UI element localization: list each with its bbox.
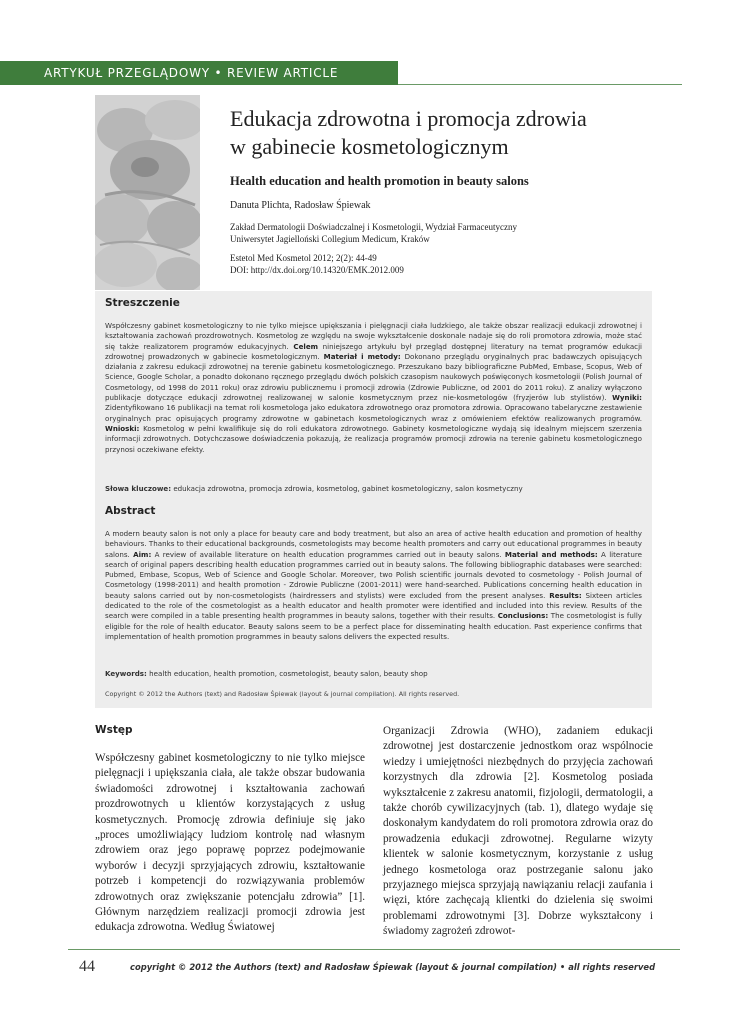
page-number: 44 <box>79 958 95 975</box>
streszczenie-intro: Współczesny gabinet kosmetologiczny to nie tylko miejsce upiększania i pielęgnacji ciała ludzkiego, ale także obszar realizacji edukacji zdrowotnej i kształtowania zachowań prozdrowotnych. Kosmetolog ze względu na swoje wykształcenie doskonale nadaje się do roli promotora zdrowia, może stać się także realizatorem programów edukacyjnych. <box>105 321 642 351</box>
slowa-kluczowe <box>105 484 642 493</box>
header-rule <box>398 84 682 85</box>
abstract-results-label: Results: <box>549 590 582 600</box>
affiliation <box>230 222 650 245</box>
footer-copyright: copyright © 2012 the Authors (text) and Radosław Śpiewak (layout & journal compilation) • all rights reserved <box>130 962 656 972</box>
article-type-banner: ARTYKUŁ PRZEGLĄDOWY • REVIEW ARTICLE <box>0 61 398 85</box>
citation <box>230 253 404 276</box>
copyright-notice: Copyright © 2012 the Authors (text) and Radosław Śpiewak (layout & journal compilation). All rights reserved. <box>105 690 460 698</box>
keywords <box>105 669 642 678</box>
affiliation-line-2: Uniwersytet Jagielloński Collegium Medicum, Kraków <box>230 233 430 244</box>
streszczenie-methods-label: Materiał i metody: <box>323 351 401 361</box>
body-column-right: Organizacji Zdrowia (WHO), zadaniem edukacji zdrowotnej jest dostarczenie jednostkom oraz wspólnocie wiedzy i umiejętności niezbędnych do przyjęcia zachowań korzystnych dla zdrowia [2]. Kosmetolog posiada wykształcenie z zakresu anatomii, fizjologii, dermatologii, a także chorób cywilizacyjnych (tab. 1), dlatego wydaje się doskonałym kandydatem do roli promotora zdrowia oraz do prowadzenia edukacji zdrowotnej. Regularne wizyty klientek w salonie kosmetycznym, korzystanie z usług jednego kosmetologa oraz postrzeganie salonu jako przyjaznego miejsca sprzyjają nawiązaniu relacji zaufania i więzi, które zachęcają klientki do dzielenia się swoimi problemami zdrowotnymi [3]. Dobrze wykształcony i świadomy zagrożeń zdrowot- <box>383 725 653 938</box>
streszczenie-text <box>105 321 642 455</box>
streszczenie-heading: Streszczenie <box>105 297 180 309</box>
streszczenie-aim: niniejszego artykułu był przegląd dostępnej literatury na temat programów edukacji zdrowotnej prowadzonych w gabinecie kosmetologicznym. <box>105 341 643 361</box>
abstract-results: Sixteen articles dedicated to the role of the cosmetologist as a health educator and health promoter were identified and included into this review. Results of the search were compiled in a table presenting health programmes in beauty salons, together with their results. <box>105 590 642 621</box>
abstract-intro: A modern beauty salon is not only a place for beauty care and body treatment, but also an area of active health education and promotion of healthy behaviours. Thanks to their educational backgrounds, cosmetologists may become health promoters and carry out educational programmes in beauty salons. <box>105 529 642 559</box>
streszczenie-conclusions-label: Wnioski: <box>105 423 140 433</box>
keywords-list: health education, health promotion, cosmetologist, beauty salon, beauty shop <box>149 669 428 678</box>
streszczenie-conclusions: Kosmetolog w pełni kwalifikuje się do roli edukatora zdrowotnego. Gabinety kosmetologiczne wydają się idealnym miejscem szerzenia informacji zdrowotnych. Dotychczasowe doświadczenia pokazują, że realizacja programów promocji zdrowia na terenie gabinetu kosmetologicznego przynosi oczekiwane efekty. <box>105 423 642 454</box>
abstract-heading: Abstract <box>105 505 156 517</box>
abstract-aim: A review of available literature on health education programmes carried out in beauty salons. <box>154 549 502 559</box>
body-column-left: Współczesny gabinet kosmetologiczny to nie tylko miejsce pielęgnacji i upiększania ciała, ale także obszar budowania świadomości zdrowotnej i kształtowania zachowań prozdrowotnych u klientów korzystających z usług kosmetycznych. Promocję zdrowia definiuje się jako „proces umożliwiający ludziom kontrolę nad własnym zdrowiem oraz jego poprawę poprzez podejmowanie wyborów i decyzji sprzyjających zdrowiu, kształtowanie potrzeb i kompetencji do rozwiązywania problemów zdrowotnych oraz zwiększanie potencjału zdrowia” [1]. Głównym narzędziem realizacji promocji zdrowia jest edukacja zdrowotna. Według Światowej <box>95 752 365 934</box>
article-title <box>230 105 650 161</box>
abstract-conclusions-label: Conclusions: <box>497 611 549 621</box>
slowa-kluczowe-list: edukacja zdrowotna, promocja zdrowia, kosmetolog, gabinet kosmetologiczny, salon kosmetyczny <box>173 484 523 493</box>
abstract-text <box>105 529 642 642</box>
abstract-aim-label: Aim: <box>133 549 152 559</box>
section-heading-wstep: Wstęp <box>95 724 133 736</box>
streszczenie-results-label: Wyniki: <box>612 393 642 403</box>
affiliation-line-1: Zakład Dermatologii Doświadczalnej i Kosmetologii, Wydział Farmaceutyczny <box>230 222 517 232</box>
abstract-methods-label: Material and methods: <box>504 549 598 559</box>
footer-rule <box>68 949 680 950</box>
citation-line: Estetol Med Kosmetol 2012; 2(2): 44-49 <box>230 253 377 263</box>
doi-link[interactable]: DOI: http://dx.doi.org/10.14320/EMK.2012.009 <box>230 264 404 275</box>
title-line-1: Edukacja zdrowotna i promocja zdrowia <box>230 106 587 131</box>
keywords-label: Keywords: <box>105 669 147 678</box>
abstract-conclusions: The cosmetologist is fully eligible for the role of health educator. Beauty salons seem to be a perfect place for disseminating health education. Past experience confirms that implementation of health promotion programmes in beauty salons delivers the expected results. <box>105 611 642 641</box>
streszczenie-results: Zidentyfikowano 16 publikacji na temat roli kosmetologa jako edukatora zdrowotnego oraz promotora zdrowia. Opracowano tabelaryczne zestawienie oryginalnych prac opisujących programy zdrowotne w gabinetach kosmetologicznych wraz z omówieniem efektów realizowanych programów. <box>105 403 642 423</box>
abstract-methods: A literature search of original papers describing health education programmes carried out in beauty salons. The following bibliographic databases were searched: Pubmed, Embase, Scopus, Web of Science and Google Scholar. Moreover, two Polish scientific journals devoted to cosmetology - Polish Journal of Cosmetology (1998-2011) and health promotion - Zdrowie Publiczne (2001-2011) were hand-searched. Publications concerning health education in beauty salons carried out by non-cosmetologists (hairdressers and stylists) were excluded from the present analyses. <box>105 549 642 600</box>
flower-image-icon <box>95 95 200 290</box>
streszczenie-methods: Dokonano przeglądu oryginalnych prac badawczych opisujących działania z zakresu edukacji zdrowotnej na terenie gabinetu kosmetologicznego. Przeszukano bazy bibliograficzne PubMed, Embase, Scopus, Web of Science, Google Scholar, a ponadto dokonano ręcznego przeglądu dwóch polskich czasopism naukowych poświęconych kosmetologii (Polish Journal of Cosmetology, od 1998 do 2011 roku) oraz zdrowiu publicznemu i promocji zdrowia (Zdrowie Publiczne, od 2001 do 2011 roku). Z analizy wyłączono publikacje dotyczące edukacji zdrowotnej realizowanej w salonie kosmetycznym przez nie-kosmetologów (fryzjerów lub stylistów). <box>105 351 642 403</box>
abstract-box <box>95 291 652 708</box>
streszczenie-aim-label: Celem <box>293 341 319 351</box>
title-line-2: w gabinecie kosmetologicznym <box>230 134 509 159</box>
flower-photo <box>95 95 200 290</box>
article-subtitle: Health education and health promotion in beauty salons <box>230 174 529 188</box>
authors: Danuta Plichta, Radosław Śpiewak <box>230 200 371 211</box>
slowa-kluczowe-label: Słowa kluczowe: <box>105 484 172 493</box>
